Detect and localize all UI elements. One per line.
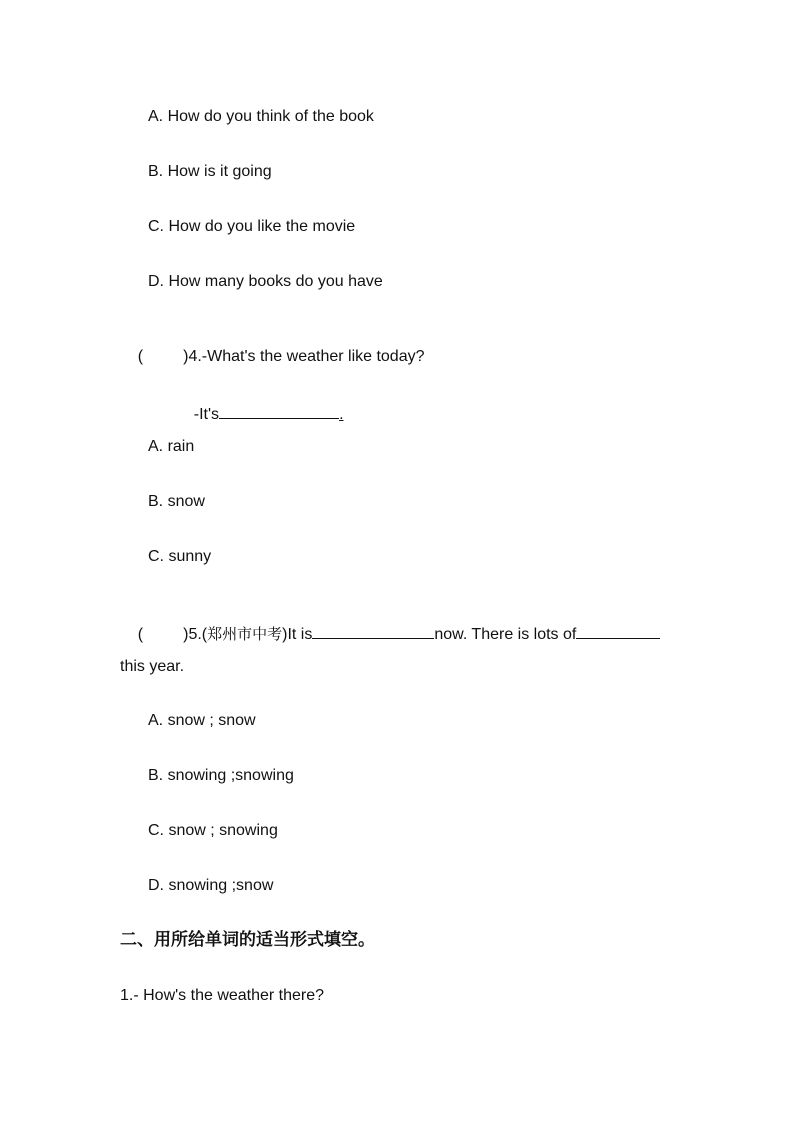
q3-option-a: A. How do you think of the book — [148, 108, 374, 125]
q5-stem-continued: this year. — [120, 658, 185, 675]
q5-option-d: D. snowing ;snow — [148, 877, 274, 894]
q5-option-a: A. snow ; snow — [148, 712, 256, 729]
q5-blank-2[interactable] — [576, 622, 660, 639]
q4-paren: ( — [137, 348, 144, 365]
q5-option-b: B. snowing ;snowing — [148, 767, 294, 784]
q5-option-c: C. snow ; snowing — [148, 822, 278, 839]
q5-source: 郑州市中考 — [207, 625, 283, 643]
q4-answer-line — [176, 382, 344, 445]
section-2-question-1: 1.- How's the weather there? — [120, 987, 325, 1004]
q5-question — [120, 602, 660, 665]
q5-stem-mid: )It is — [282, 626, 313, 643]
q5-blank-1[interactable] — [312, 622, 434, 639]
q4-question — [120, 327, 425, 387]
q4-answer-prefix: -It's — [193, 406, 220, 423]
q5-paren: ( — [137, 626, 144, 643]
q3-option-d: D. How many books do you have — [148, 273, 383, 290]
q4-answer-suffix: . — [339, 406, 344, 423]
q4-option-a: A. rain — [148, 438, 195, 455]
q4-option-b: B. snow — [148, 493, 205, 510]
q5-stem-mid2: now. There is lots of — [434, 626, 577, 643]
q3-option-c: C. How do you like the movie — [148, 218, 356, 235]
q4-option-c: C. sunny — [148, 548, 212, 565]
section-2-title: 二、用所给单词的适当形式填空。 — [120, 930, 375, 950]
q4-blank[interactable] — [219, 402, 339, 419]
q4-stem: )4.-What's the weather like today? — [183, 348, 425, 365]
q5-stem-start: )5.( — [183, 626, 208, 643]
q3-option-b: B. How is it going — [148, 163, 272, 180]
